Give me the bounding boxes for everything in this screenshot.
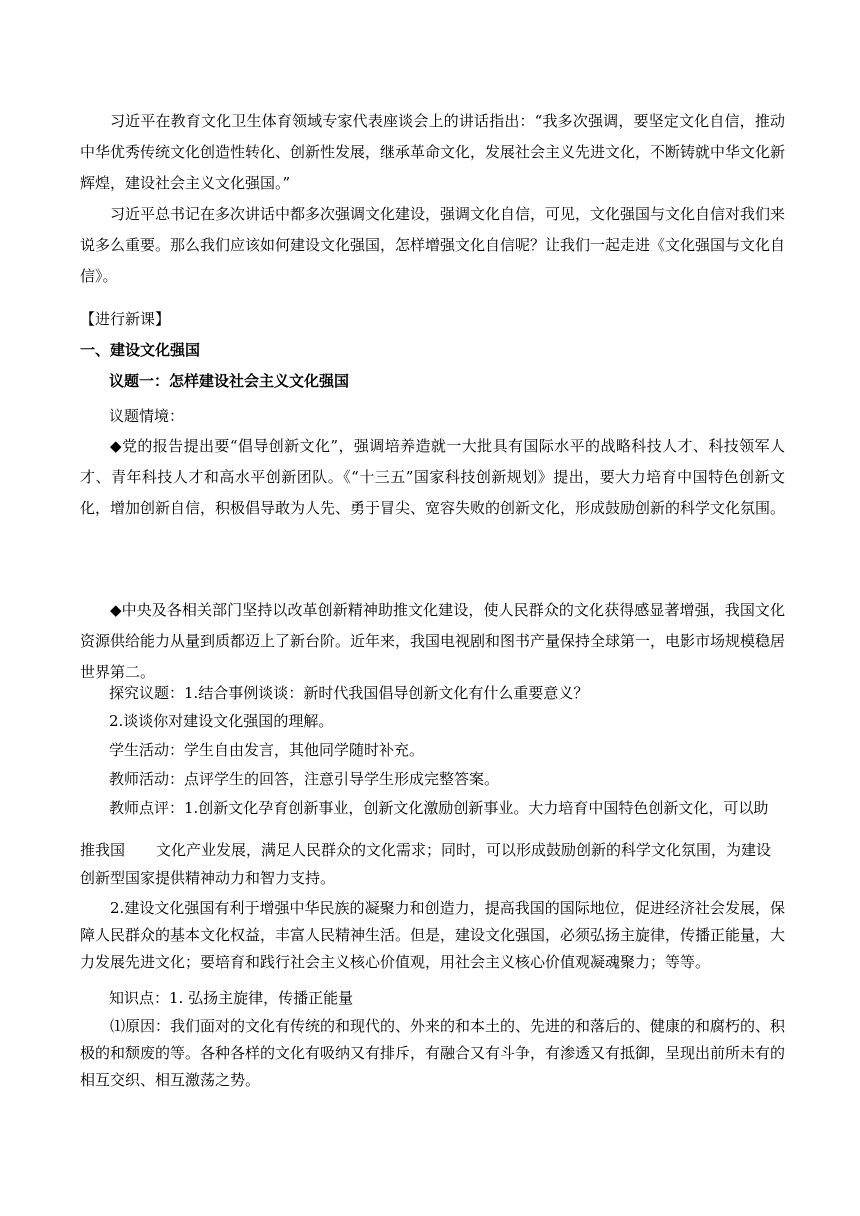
teacher-comment-line-2a: 推我国 bbox=[80, 841, 126, 859]
topic-heading: 议题一：怎样建设社会主义文化强国 bbox=[109, 372, 350, 390]
teacher-comment-paragraph-2: 2.建设文化强国有利于增强中华民族的凝聚力和创造力，提高我国的国际地位，促进经济社会发展，保障人民群众的基本文化权益，丰富人民精神生活。但是，建设文化强国，必须弘扬主旋律，传播正能量，大力发展先进文化；要培育和践行社会主义核心价值观，用社会主义核心价值观凝魂聚力；等等。 bbox=[80, 899, 786, 971]
intro-paragraph-1: 习近平在教育文化卫生体育领域专家代表座谈会上的讲话指出：“我多次强调，要坚定文化自信，推动中华优秀传统文化创造性转化、创新性发展，继承革命文化，发展社会主义先进文化，不断铸就中华文化新辉煌，建设社会主义文化强国。” bbox=[80, 112, 786, 192]
inquiry-question-1: 探究议题：1.结合事例谈谈：新时代我国倡导创新文化有什么重要意义？ bbox=[109, 684, 589, 702]
teacher-comment-line-3: 创新型国家提供精神动力和智力支持。 bbox=[80, 869, 336, 887]
student-activity: 学生活动：学生自由发言，其他同学随时补充。 bbox=[109, 741, 425, 759]
situation-paragraph-2: ◆中央及各相关部门坚持以改革创新精神助推文化建设，使人民群众的文化获得感显著增强，我国文化资源供给能力从量到质都迈上了新台阶。近年来，我国电视剧和图书产量保持全球第一，电影市场规模稳居世界第二。 bbox=[80, 601, 786, 681]
section-heading: 一、建设文化强国 bbox=[80, 341, 201, 359]
knowledge-point-title: 知识点：1. 弘扬主旋律，传播正能量 bbox=[109, 989, 354, 1007]
inquiry-question-2: 2.谈谈你对建设文化强国的理解。 bbox=[109, 712, 334, 730]
intro-paragraph-2: 习近平总书记在多次讲话中都多次强调文化建设，强调文化自信，可见，文化强国与文化自信对我们来说多么重要。那么我们应该如何建设文化强国，怎样增强文化自信呢？让我们一起走进《文化强国与文化自信》。 bbox=[80, 205, 786, 285]
situation-label: 议题情境： bbox=[109, 407, 185, 425]
knowledge-reason: ⑴原因：我们面对的文化有传统的和现代的、外来的和本土的、先进的和落后的、健康的和腐朽的、积极的和颓废的等。各种各样的文化有吸纳又有排斥，有融合又有斗争，有渗透又有抵御，呈现出前所未有的相互交织、相互激荡之势。 bbox=[80, 1017, 786, 1089]
situation-paragraph-1: ◆党的报告提出要“倡导创新文化”，强调培养造就一大批具有国际水平的战略科技人才、科技领军人才、青年科技人才和高水平创新团队。《“十三五”国家科技创新规划》提出，要大力培育中国特色创新文化，增加创新自信，积极倡导敢为人先、勇于冒尖、宽容失败的创新文化，形成鼓励创新的科学文化氛围。 bbox=[80, 437, 786, 517]
teacher-comment-line-1: 教师点评：1.创新文化孕育创新事业，创新文化激励创新事业。大力培育中国特色创新文化，可以助 bbox=[109, 799, 769, 817]
teacher-comment-line-2b: 文化产业发展，满足人民群众的文化需求；同时，可以形成鼓励创新的科学文化氛围，为建设 bbox=[156, 841, 772, 859]
section-marker: 【进行新课】 bbox=[80, 310, 171, 328]
teacher-activity: 教师活动：点评学生的回答，注意引导学生形成完整答案。 bbox=[109, 770, 500, 788]
